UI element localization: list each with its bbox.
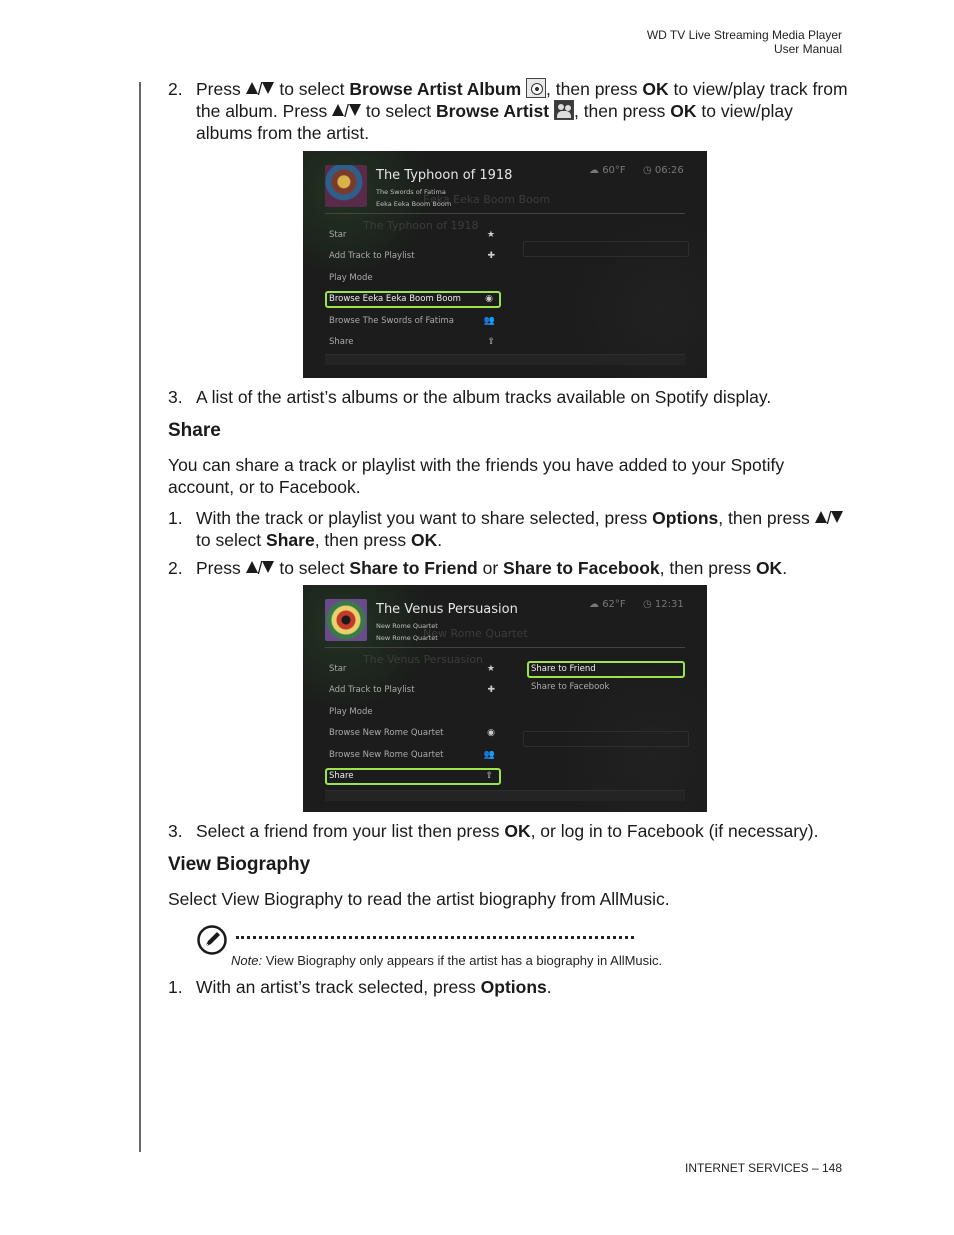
up-arrow-icon <box>815 511 827 523</box>
biography-intro: Select View Biography to read the artist biography from AllMusic. <box>168 889 670 909</box>
heading-share: Share <box>168 420 221 441</box>
clock-badge: ◷ 06:26 <box>643 165 684 176</box>
margin-rule <box>139 82 141 1152</box>
cloud-icon: ☁ <box>589 599 603 610</box>
track-artist: The Swords of Fatima <box>376 188 446 196</box>
submenu-share-to-friend[interactable]: Share to Friend <box>527 661 685 678</box>
track-title: The Typhoon of 1918 <box>376 168 513 183</box>
header-divider <box>325 647 685 648</box>
track-artist: New Rome Quartet <box>376 622 438 630</box>
artist-icon <box>554 100 574 120</box>
plus-icon: ✚ <box>487 685 495 695</box>
clock-icon: ◷ <box>643 165 655 176</box>
bottom-bar <box>325 790 685 801</box>
screenshot-share-options <box>303 585 707 812</box>
heading-view-biography: View Biography <box>168 854 311 875</box>
ghost-text: The Venus Persuasion <box>363 653 484 666</box>
ghost-text: Eeka Eeka Boom Boom <box>423 193 551 206</box>
share-icon: ⇪ <box>487 337 495 347</box>
up-arrow-icon <box>246 82 258 94</box>
ghost-text: New Rome Quartet <box>423 627 528 640</box>
track-title: The Venus Persuasion <box>376 602 518 617</box>
share-step-3: 3. Select a friend from your list then press OK, or log in to Facebook (if necessary). <box>168 821 819 841</box>
menu-item-browse-artist[interactable]: Browse New Rome Quartet 👥 <box>325 747 501 764</box>
album-disc-icon <box>526 78 546 98</box>
cloud-icon: ☁ <box>589 165 603 176</box>
menu-item-share[interactable]: Share ⇪ <box>325 768 501 785</box>
header-divider <box>325 213 685 214</box>
weather-badge: ☁ 60°F <box>589 165 626 176</box>
menu-item-play-mode[interactable]: Play Mode <box>329 273 373 283</box>
clock-icon: ◷ <box>643 599 655 610</box>
ghost-row <box>523 241 689 257</box>
ghost-row <box>523 731 689 747</box>
down-arrow-icon <box>262 82 274 94</box>
share-step-2: 2. Press / to select Share to Friend or Share to Facebook, then press OK. <box>168 558 788 578</box>
menu-item-star[interactable]: Star ★ <box>325 661 501 678</box>
menu-item-browse-album[interactable]: Browse New Rome Quartet ◉ <box>325 725 501 742</box>
star-icon: ★ <box>486 230 495 240</box>
up-arrow-icon <box>332 104 344 116</box>
disc-icon: ◉ <box>487 728 495 738</box>
menu-item-browse-album[interactable]: Browse Eeka Eeka Boom Boom ◉ <box>325 291 501 308</box>
note-text: Note: View Biography only appears if the artist has a biography in AllMusic. <box>231 953 663 968</box>
page-number: 148 <box>821 1161 842 1175</box>
down-arrow-icon <box>831 511 843 523</box>
share-icon: ⇪ <box>485 771 493 781</box>
down-arrow-icon <box>349 104 361 116</box>
people-icon: 👥 <box>483 316 495 326</box>
menu-item-browse-artist[interactable]: Browse The Swords of Fatima 👥 <box>325 313 501 330</box>
bottom-bar <box>325 354 685 365</box>
clock-badge: ◷ 12:31 <box>643 599 684 610</box>
screenshot-browse-options <box>303 151 707 378</box>
down-arrow-icon <box>262 561 274 573</box>
track-album: Eeka Eeka Boom Boom <box>376 200 452 208</box>
menu-item-star[interactable]: Star ★ <box>325 227 501 244</box>
share-intro: You can share a track or playlist with the friends you have added to your Spotify account, or to Facebook. <box>168 455 785 497</box>
menu-item-add-to-playlist[interactable]: Add Track to Playlist ✚ <box>325 682 501 699</box>
disc-icon: ◉ <box>485 294 493 304</box>
submenu-share-to-facebook[interactable]: Share to Facebook <box>531 682 610 692</box>
star-icon: ★ <box>486 664 495 674</box>
note-pencil-icon <box>197 925 227 955</box>
people-icon: 👥 <box>483 750 495 760</box>
biography-step-1: 1. With an artist’s track selected, press Options. <box>168 977 552 997</box>
album-art <box>325 599 367 641</box>
plus-icon: ✚ <box>487 251 495 261</box>
track-album: New Rome Quartet <box>376 634 438 642</box>
page-footer: INTERNET SERVICES – 148 <box>685 1161 842 1175</box>
background-glow <box>563 211 707 378</box>
album-art <box>325 165 367 207</box>
step-number: 2. <box>168 79 183 99</box>
weather-badge: ☁ 62°F <box>589 599 626 610</box>
step-artist-albums: 3. A list of the artist’s albums or the album tracks available on Spotify display. <box>168 387 772 407</box>
ghost-text: The Typhoon of 1918 <box>363 219 479 232</box>
header-manual: User Manual <box>773 42 842 56</box>
menu-item-play-mode[interactable]: Play Mode <box>329 707 373 717</box>
note-divider <box>236 936 634 939</box>
header-product: WD TV Live Streaming Media Player <box>646 28 842 42</box>
page-header <box>647 28 842 56</box>
step-browse-artist: 2. Press / to select Browse Artist Album , then press OK to view/play track from the album. Press / to select Browse Artist , then press OK to view/play albums from the artist. <box>168 79 848 143</box>
up-arrow-icon <box>246 561 258 573</box>
menu-item-add-to-playlist[interactable]: Add Track to Playlist ✚ <box>325 248 501 265</box>
share-step-1: 1. With the track or playlist you want to share selected, press Options, then press / to select Share, then press OK. <box>168 507 848 551</box>
menu-item-share[interactable]: Share ⇪ <box>325 334 501 351</box>
